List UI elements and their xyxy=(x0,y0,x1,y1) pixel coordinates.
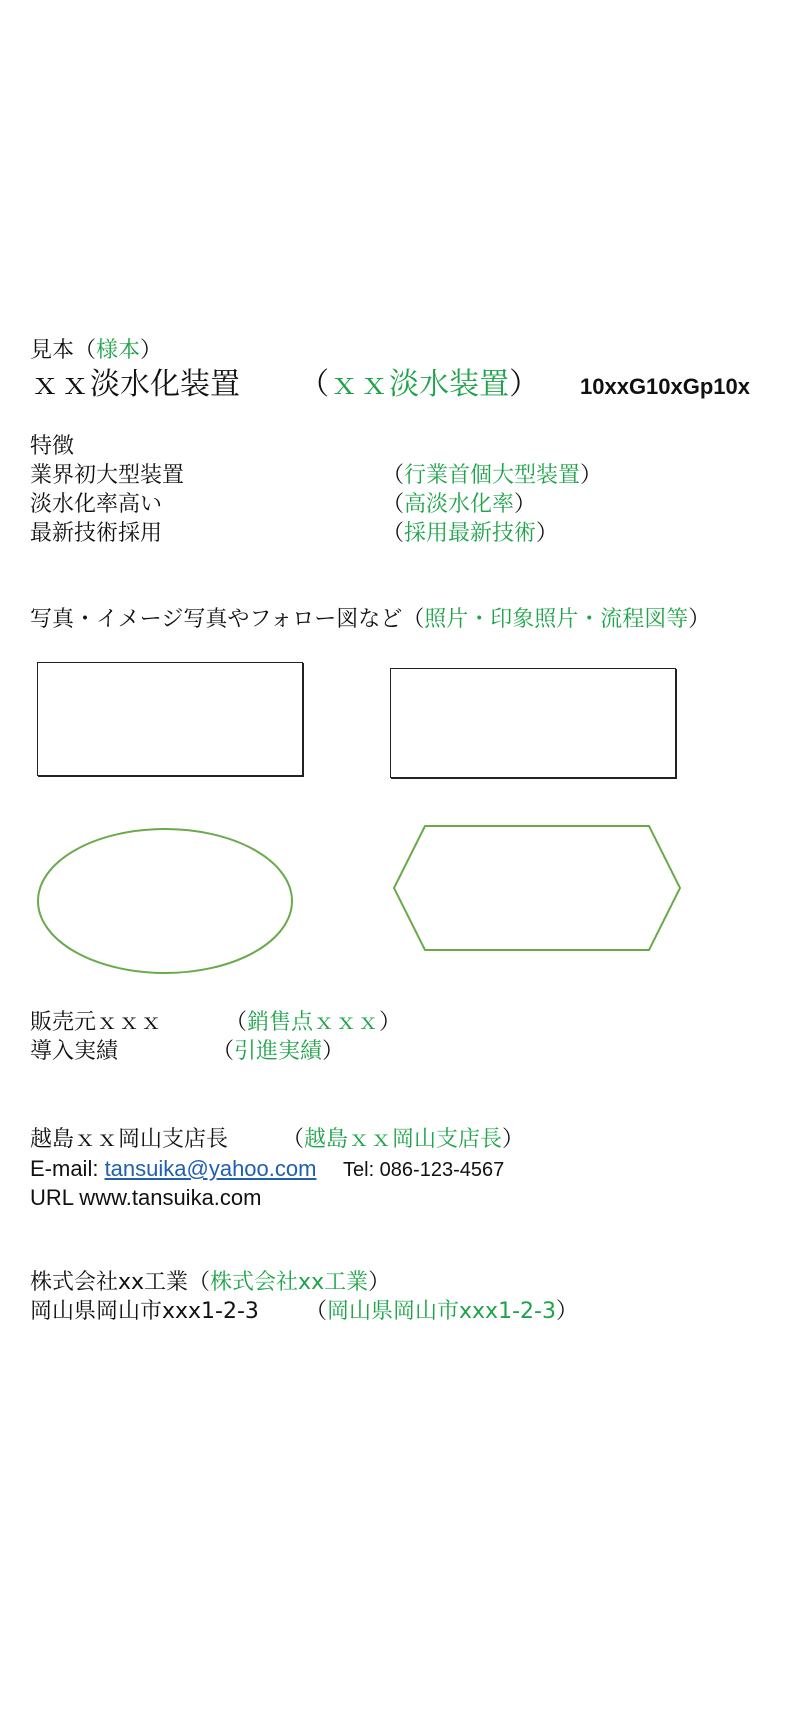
email-link[interactable]: tansuika@yahoo.com xyxy=(104,1156,317,1181)
manager-green: 越島ｘｘ岡山支店長 xyxy=(304,1127,503,1152)
feature-cn-1 xyxy=(382,461,602,491)
sample-label-close: ） xyxy=(140,338,163,363)
image-placeholder-rect-2 xyxy=(390,668,676,778)
seller-label: 販売元ｘｘｘ xyxy=(30,1010,163,1035)
feature-open-3: （ xyxy=(382,521,405,546)
image-placeholder-rect-1 xyxy=(37,662,303,776)
record-translation xyxy=(212,1037,344,1067)
manager-translation xyxy=(282,1125,524,1155)
images-caption-black: 写真・イメージ写真やフォロー図など（ xyxy=(30,607,425,632)
company-name-black: 株式会社xx工業（ xyxy=(30,1270,211,1295)
feature-green-3: 採用最新技術 xyxy=(404,521,537,546)
title-open: （ xyxy=(299,367,330,402)
email-label: E-mail: xyxy=(30,1156,105,1181)
feature-close-3: ） xyxy=(536,521,559,546)
image-placeholder-ellipse xyxy=(37,827,297,977)
sample-label-green: 様本 xyxy=(96,338,141,363)
title-close: ） xyxy=(509,367,540,402)
address-green: 岡山県岡山市xxx1-2-3 xyxy=(327,1299,556,1324)
seller-close: ） xyxy=(379,1010,402,1035)
images-caption-close: ） xyxy=(688,607,711,632)
feature-jp-2: 淡水化率高い xyxy=(30,492,163,517)
record-open: （ xyxy=(212,1039,235,1064)
manager-label: 越島ｘｘ岡山支店長 xyxy=(30,1127,229,1152)
company-name-close: ） xyxy=(368,1270,391,1295)
sample-label-text: 見本（ xyxy=(30,338,97,363)
company-name xyxy=(30,1268,390,1298)
record-label: 導入実績 xyxy=(30,1039,119,1064)
images-caption-green: 照片・印象照片・流程図等 xyxy=(424,607,689,632)
feature-jp-1: 業界初大型装置 xyxy=(30,463,185,488)
title-black: ｘｘ淡水化装置 xyxy=(30,367,240,402)
address-close: ） xyxy=(555,1299,578,1324)
features-heading: 特徴 xyxy=(30,434,75,459)
record-close: ） xyxy=(322,1039,345,1064)
title-green: ｘｘ淡水装置 xyxy=(329,367,510,402)
company-name-green: 株式会社xx工業 xyxy=(210,1270,369,1295)
feature-open-1: （ xyxy=(382,463,405,488)
seller-open: （ xyxy=(225,1010,248,1035)
feature-cn-2 xyxy=(382,490,536,520)
email-line xyxy=(30,1154,316,1184)
manager-open: （ xyxy=(282,1127,305,1152)
company-address-translation xyxy=(305,1297,578,1327)
address-open: （ xyxy=(305,1299,328,1324)
company-address: 岡山県岡山市xxx1-2-3 xyxy=(30,1299,259,1324)
manager-close: ） xyxy=(502,1127,525,1152)
record-green: 引進実績 xyxy=(234,1039,323,1064)
feature-close-1: ） xyxy=(580,463,603,488)
image-placeholder-hexagon xyxy=(392,824,692,954)
feature-green-2: 高淡水化率 xyxy=(404,492,515,517)
seller-translation xyxy=(225,1008,401,1038)
images-caption xyxy=(30,605,710,635)
feature-close-2: ） xyxy=(514,492,537,517)
feature-green-1: 行業首個大型装置 xyxy=(404,463,581,488)
feature-jp-3: 最新技術採用 xyxy=(30,521,163,546)
sample-label xyxy=(30,336,162,366)
model-code: 10xxG10xGp10x xyxy=(580,374,751,399)
feature-cn-3 xyxy=(382,519,558,549)
feature-open-2: （ xyxy=(382,492,405,517)
page-title xyxy=(30,365,539,405)
seller-green: 銷售点ｘｘｘ xyxy=(247,1010,380,1035)
url-text: URL www.tansuika.com xyxy=(30,1185,262,1210)
tel-text: Tel: 086-123-4567 xyxy=(343,1159,505,1181)
